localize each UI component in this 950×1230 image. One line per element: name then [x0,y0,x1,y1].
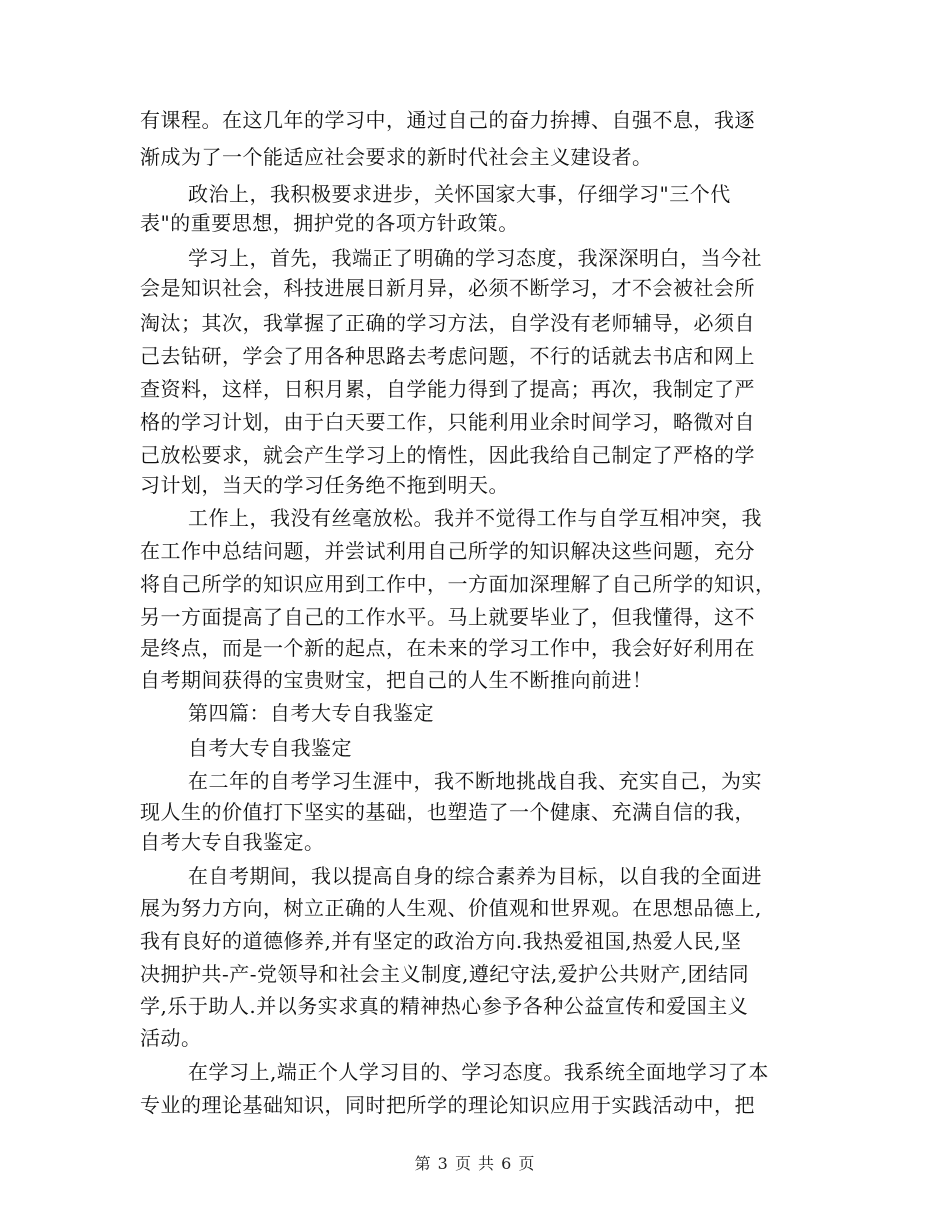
page-number: 第 3 页 共 6 页 [414,1154,536,1173]
text-line: 现人生的价值打下坚实的基础，也塑造了一个健康、充满自信的我， [140,800,755,824]
text-line: 政治上，我积极要求进步，关怀国家大事，仔细学习"三个代 [188,182,731,206]
text-line: 自考期间获得的宝贵财宝，把自己的人生不断推向前进！ [140,668,653,692]
text-line: 有课程。在这几年的学习中，通过自己的奋力拚搏、自强不息，我逐 [140,108,755,132]
text-line: 查资料，这样，日积月累，自学能力得到了提高；再次，我制定了严 [140,377,755,401]
text-line: 己去钻研，学会了用各种思路去考虑问题，不行的话就去书店和网上 [140,344,755,368]
text-line: 在学习上,端正个人学习目的、学习态度。我系统全面地学习了本 [188,1060,769,1084]
text-line: 渐成为了一个能适应社会要求的新时代社会主义建设者。 [140,145,653,169]
text-line: 表"的重要思想，拥护党的各项方针政策。 [140,211,519,235]
text-line: 学习上，首先，我端正了明确的学习态度，我深深明白，当今社 [188,246,762,270]
text-line: 在自考期间，我以提高自身的综合素养为目标，以自我的全面进 [188,864,762,888]
text-line: 自考大专自我鉴定。 [140,830,325,854]
section-subheading: 自考大专自我鉴定 [188,736,352,760]
text-line: 学,乐于助人.并以务实求真的精神热心参予各种公益宣传和爱国主义 [140,994,749,1018]
text-line: 工作上，我没有丝毫放松。我并不觉得工作与自学互相冲突，我 [188,506,762,530]
text-line: 淘汰；其次，我掌握了正确的学习方法，自学没有老师辅导，必须自 [140,311,755,335]
text-line: 会是知识社会，科技进展日新月异，必须不断学习，才不会被社会所 [140,276,755,300]
text-line: 己放松要求，就会产生学习上的惰性，因此我给自己制定了严格的学 [140,443,755,467]
text-line: 将自己所学的知识应用到工作中，一方面加深理解了自己所学的知识， [140,572,776,596]
text-line: 格的学习计划，由于白天要工作，只能利用业余时间学习，略微对自 [140,410,755,434]
text-line: 习计划，当天的学习任务绝不拖到明天。 [140,473,509,497]
text-line: 是终点，而是一个新的起点，在未来的学习工作中，我会好好利用在 [140,636,755,660]
text-line: 我有良好的道德修养,并有坚定的政治方向.我热爱祖国,热爱人民,坚 [140,929,742,953]
text-line: 展为努力方向，树立正确的人生观、价值观和世界观。在思想品德上, [140,896,762,920]
text-line: 决拥护共-产-党领导和社会主义制度,遵纪守法,爱护公共财产,团结同 [140,962,750,986]
text-line: 专业的理论基础知识，同时把所学的理论知识应用于实践活动中，把 [140,1093,755,1117]
text-line: 另一方面提高了自己的工作水平。马上就要毕业了，但我懂得，这不 [140,605,755,629]
text-line: 在工作中总结问题，并尝试利用自己所学的知识解决这些问题，充分 [140,539,755,563]
text-line: 在二年的自考学习生涯中，我不断地挑战自我、充实自己，为实 [188,769,762,793]
section-heading: 第四篇：自考大专自我鉴定 [188,701,434,725]
text-line: 活动。 [140,1026,202,1050]
